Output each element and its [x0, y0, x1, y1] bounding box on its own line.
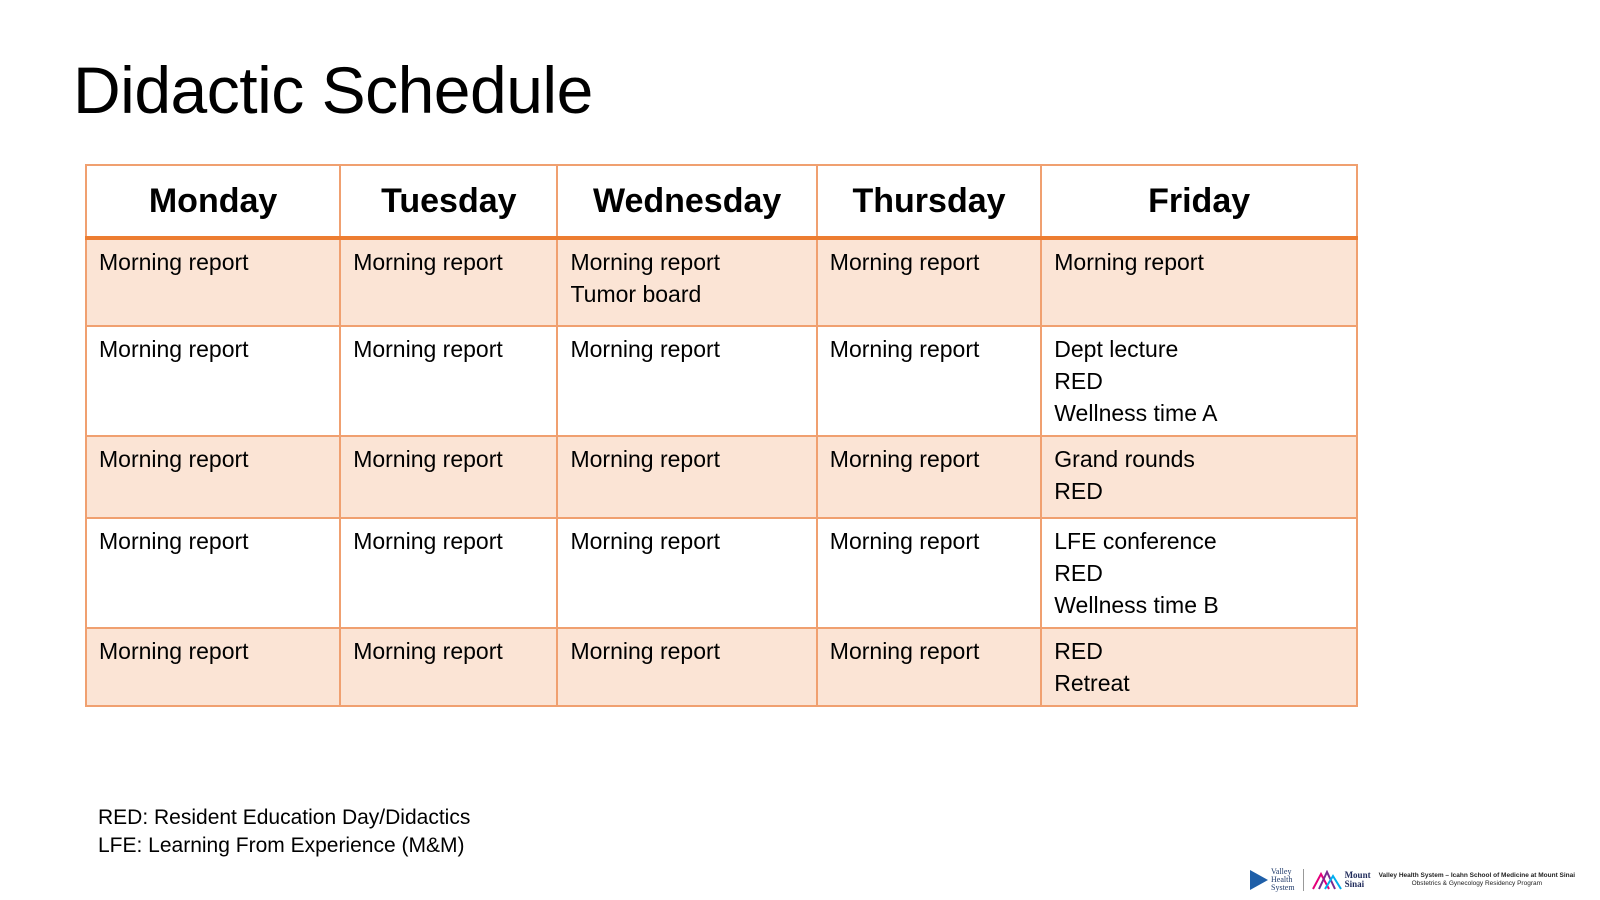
schedule-cell-wednesday [557, 436, 816, 518]
schedule-entry: Morning report [829, 638, 980, 664]
schedule-entry: Morning report [99, 249, 249, 275]
schedule-cell-monday [86, 628, 340, 706]
column-header-friday: Friday [1041, 165, 1357, 238]
schedule-entry: Morning report [99, 446, 249, 472]
mount-sinai-logo: Mount Sinai [1312, 870, 1371, 890]
schedule-entry: Morning report [829, 249, 980, 275]
schedule-entry: Morning report [829, 528, 980, 554]
schedule-cell-thursday [817, 326, 1041, 436]
schedule-entry: Wellness time A [1054, 400, 1218, 426]
schedule-cell-thursday [817, 436, 1041, 518]
schedule-entry: Morning report [353, 249, 503, 275]
schedule-entry: Morning report [570, 528, 721, 554]
schedule-entry: Morning report [353, 528, 503, 554]
footer-logos [1250, 866, 1575, 894]
schedule-cell-wednesday [557, 238, 816, 326]
schedule-cell-friday [1041, 326, 1357, 436]
schedule-cell-monday [86, 238, 340, 326]
schedule-cell-wednesday [557, 518, 816, 628]
schedule-entry: Morning report [99, 638, 249, 664]
schedule-cell-thursday [817, 518, 1041, 628]
schedule-row [86, 518, 1357, 628]
schedule-cell-monday [86, 326, 340, 436]
schedule-entry: Morning report [99, 528, 249, 554]
valley-health-mark-icon [1250, 870, 1268, 890]
schedule-entry: Morning report [99, 336, 249, 362]
schedule-cell-friday [1041, 518, 1357, 628]
schedule-cell-thursday [817, 238, 1041, 326]
schedule-row [86, 326, 1357, 436]
schedule-row [86, 628, 1357, 706]
column-header-thursday: Thursday [817, 165, 1041, 238]
schedule-cell-monday [86, 518, 340, 628]
schedule-entry: Morning report [570, 638, 721, 664]
schedule-entry: Morning report [829, 336, 980, 362]
schedule-entry: RED [1054, 478, 1103, 504]
schedule-entry: Morning report [570, 249, 721, 275]
schedule-cell-friday [1041, 238, 1357, 326]
legend [98, 804, 470, 860]
schedule-cell-tuesday [340, 518, 557, 628]
schedule-entry: LFE conference [1054, 528, 1217, 554]
schedule-cell-tuesday [340, 238, 557, 326]
schedule-cell-tuesday [340, 628, 557, 706]
schedule-entry: Wellness time B [1054, 592, 1219, 618]
legend-lfe: LFE: Learning From Experience (M&M) [98, 834, 465, 857]
schedule-cell-monday [86, 436, 340, 518]
schedule-entry: RED [1054, 560, 1103, 586]
schedule-cell-wednesday [557, 326, 816, 436]
schedule-entry: Morning report [570, 336, 721, 362]
program-name-logo: Valley Health System – Icahn School of Medicine at Mount Sinai Obstetrics & Gynecology Residency Program [1378, 872, 1576, 887]
schedule-table [85, 164, 1358, 707]
schedule-entry: RED [1054, 368, 1103, 394]
schedule-entry: Morning report [353, 336, 503, 362]
schedule-row [86, 436, 1357, 518]
schedule-cell-friday [1041, 436, 1357, 518]
column-header-wednesday: Wednesday [557, 165, 816, 238]
valley-health-logo: Valley Health System [1250, 868, 1295, 892]
legend-red: RED: Resident Education Day/Didactics [98, 806, 471, 829]
schedule-entry: Grand rounds [1054, 446, 1195, 472]
schedule-entry: Dept lecture [1054, 336, 1179, 362]
schedule-entry: Morning report [829, 446, 980, 472]
schedule-entry: Morning report [1054, 249, 1204, 275]
schedule-row [86, 238, 1357, 326]
schedule-cell-thursday [817, 628, 1041, 706]
schedule-cell-wednesday [557, 628, 816, 706]
schedule-entry: Tumor board [570, 281, 702, 307]
schedule-entry: Morning report [353, 446, 503, 472]
column-header-monday: Monday [86, 165, 340, 238]
schedule-cell-tuesday [340, 436, 557, 518]
schedule-entry: Retreat [1054, 670, 1130, 696]
schedule-entry: RED [1054, 638, 1103, 664]
schedule-cell-tuesday [340, 326, 557, 436]
page-title: Didactic Schedule [73, 53, 593, 127]
mount-sinai-mark-icon [1312, 870, 1342, 890]
column-header-tuesday: Tuesday [340, 165, 557, 238]
schedule-entry: Morning report [570, 446, 721, 472]
schedule-cell-friday [1041, 628, 1357, 706]
logo-divider [1303, 869, 1304, 891]
header-row [86, 165, 1357, 238]
schedule-body [86, 238, 1357, 706]
schedule-entry: Morning report [353, 638, 503, 664]
